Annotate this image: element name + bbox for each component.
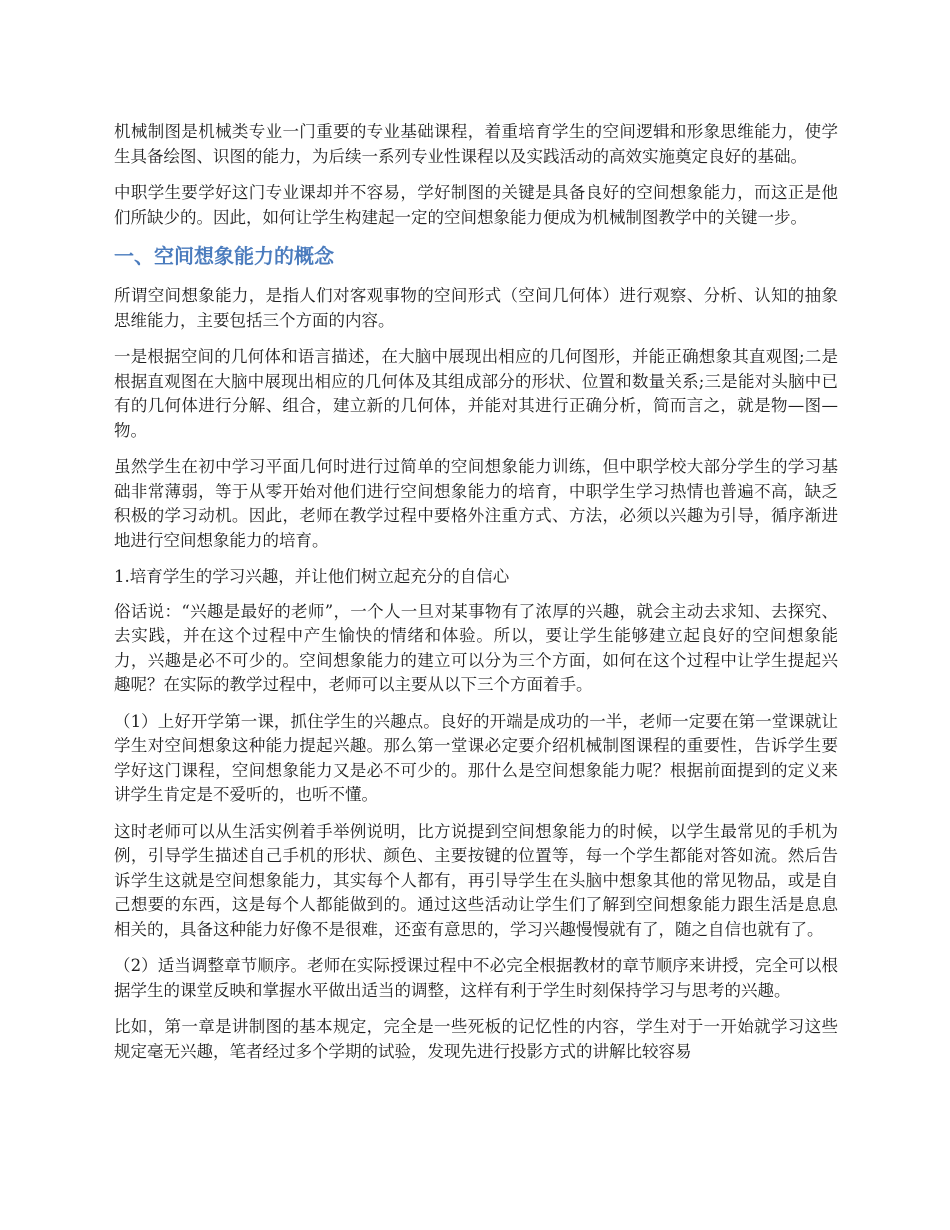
chapter-example-paragraph: 比如，第一章是讲制图的基本规定，完全是一些死板的记忆性的内容，学生对于一开始就学习这些规定毫无兴趣，笔者经过多个学期的试验，发现先进行投影方式的讲解比较容易 xyxy=(114,1017,838,1061)
intro-paragraph-1: 机械制图是机械类专业一门重要的专业基础课程，着重培育学生的空间逻辑和形象思维能力，使学生具备绘图、识图的能力，为后续一系列专业性课程以及实践活动的高效实施奠定良好的基础。 xyxy=(114,122,838,166)
chapter-order-paragraph: （2）适当调整章节顺序。老师在实际授课过程中不必完全根据教材的章节顺序来讲授，完全可以根据学生的课堂反映和掌握水平做出适当的调整，这样有利于学生时刻保持学习与思考的兴趣。 xyxy=(114,956,838,1000)
subsection-title: 1.培育学生的学习兴趣，并让他们树立起充分的自信心 xyxy=(114,567,510,586)
definition-paragraph: 所谓空间想象能力，是指人们对客观事物的空间形式（空间几何体）进行观察、分析、认知的抽象思维能力，主要包括三个方面的内容。 xyxy=(114,286,838,330)
three-aspects-paragraph: 一是根据空间的几何体和语言描述，在大脑中展现出相应的几何图形，并能正确想象其直观图;二是根据直观图在大脑中展现出相应的几何体及其组成部分的形状、位置和数量关系;三是能对头脑中已有的几何体进行分解、组合，建立新的几何体，并能对其进行正确分析，简而言之，就是物—图—物。 xyxy=(114,347,838,440)
example-paragraph: 这时老师可以从生活实例着手举例说明，比方说提到空间想象能力的时候，以学生最常见的手机为例，引导学生描述自己手机的形状、颜色、主要按键的位置等，每一个学生都能对答如流。然后告诉学生这就是空间想象能力，其实每个人都有，再引导学生在头脑中想象其他的常见物品，或是自己想要的东西，这是每个人都能做到的。通过这些活动让学生们了解到空间想象能力跟生活是息息相关的，具备这种能力好像不是很难，还蛮有意思的，学习兴趣慢慢就有了，随之自信也就有了。 xyxy=(114,821,838,939)
interest-paragraph: 俗话说：“兴趣是最好的老师”，一个人一旦对某事物有了浓厚的兴趣，就会主动去求知、去探究、去实践，并在这个过程中产生愉快的情绪和体验。所以，要让学生能够建立起良好的空间想象能力，兴趣是必不可少的。空间想象能力的建立可以分为三个方面，如何在这个过程中让学生提起兴趣呢？在实际的教学过程中，老师可以主要从以下三个方面着手。 xyxy=(114,601,838,694)
section-heading: 一、空间想象能力的概念 xyxy=(114,244,334,268)
intro-paragraph-2: 中职学生要学好这门专业课却并不容易，学好制图的关键是具备良好的空间想象能力，而这正是他们所缺少的。因此，如何让学生构建起一定的空间想象能力便成为机械制图教学中的关键一步。 xyxy=(114,183,838,227)
background-paragraph: 虽然学生在初中学习平面几何时进行过简单的空间想象能力训练，但中职学校大部分学生的学习基础非常薄弱，等于从零开始对他们进行空间想象能力的培育，中职学生学习热情也普遍不高，缺乏积极的学习动机。因此，老师在教学过程中要格外注重方式、方法，必须以兴趣为引导，循序渐进地进行空间想象能力的培育。 xyxy=(114,457,838,550)
first-lesson-paragraph: （1）上好开学第一课，抓住学生的兴趣点。良好的开端是成功的一半，老师一定要在第一堂课就让学生对空间想象这种能力提起兴趣。那么第一堂课必定要介绍机械制图课程的重要性，告诉学生要学好这门课程，空间想象能力又是必不可少的。那什么是空间想象能力呢？根据前面提到的定义来讲学生肯定是不爱听的，也听不懂。 xyxy=(114,711,838,804)
document-page xyxy=(114,120,838,1076)
